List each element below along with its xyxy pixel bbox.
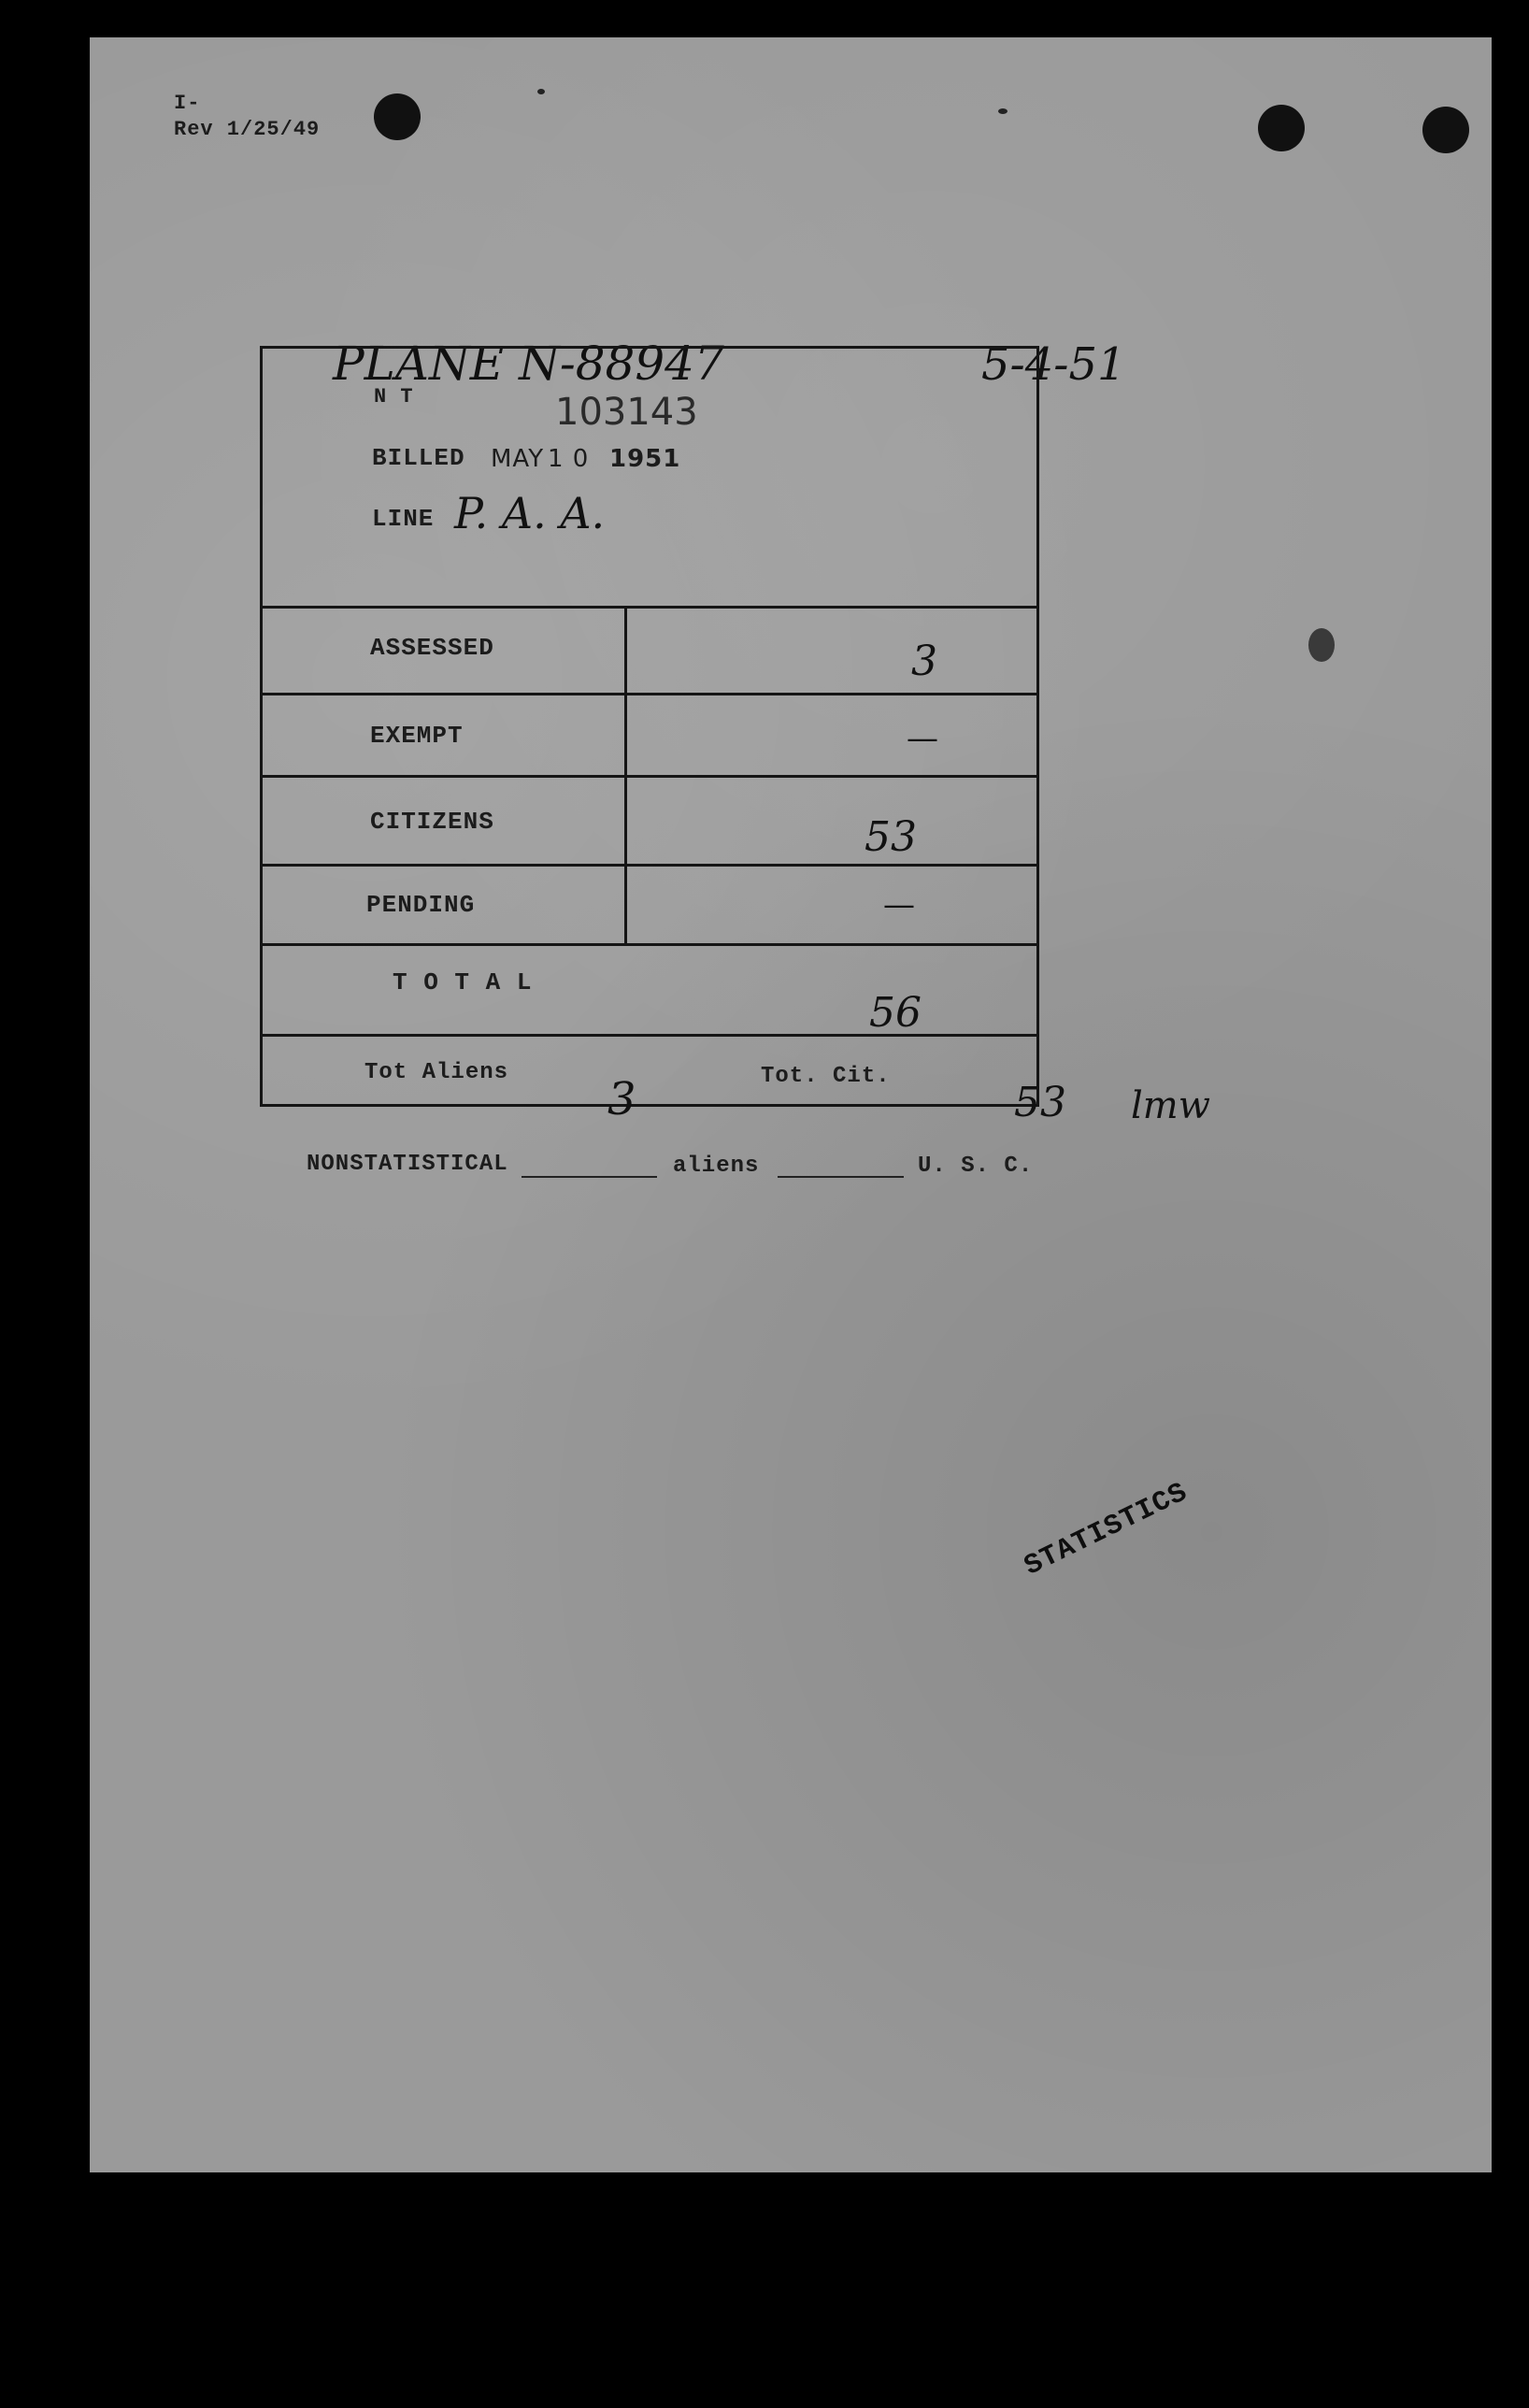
billed-date-month: MAY	[491, 445, 545, 473]
row-value-citizens: 53	[865, 813, 917, 861]
mark-speck	[1308, 628, 1335, 662]
mark-speck	[998, 108, 1007, 114]
aliens-blank	[778, 1176, 904, 1178]
form-divider	[263, 775, 1036, 778]
tot-cit-label: Tot. Cit.	[761, 1064, 891, 1089]
total-value: 56	[869, 989, 922, 1037]
nt-label: N T	[374, 385, 414, 408]
column-divider	[624, 606, 627, 946]
nonstatistical-blank	[522, 1176, 657, 1178]
usc-label: U. S. C.	[918, 1154, 1034, 1179]
row-label-assessed: ASSESSED	[370, 634, 494, 662]
punch-hole-right-1	[1258, 105, 1305, 151]
tot-aliens-label: Tot Aliens	[364, 1060, 509, 1085]
form-divider	[263, 606, 1036, 609]
row-label-pending: PENDING	[366, 891, 476, 919]
row-label-exempt: EXEMPT	[370, 722, 464, 750]
form-revision: Rev 1/25/49	[174, 118, 321, 141]
serial-number-stamp: 103143	[555, 391, 698, 434]
form-divider	[263, 864, 1036, 867]
punch-hole-left	[374, 93, 421, 140]
form-divider	[263, 693, 1036, 695]
form-number: I-	[174, 92, 201, 115]
total-label: T O T A L	[393, 968, 533, 996]
entry-date: 5-4-51	[981, 338, 1126, 391]
line-value: P. A. A.	[454, 488, 606, 538]
plane-number: PLANE N-88947	[333, 337, 724, 391]
billed-date-day: 1 0	[548, 445, 590, 473]
tot-aliens-value: 3	[607, 1073, 636, 1125]
statistics-stamp: STATISTICS	[1019, 1476, 1193, 1584]
row-label-citizens: CITIZENS	[370, 808, 494, 836]
line-label: LINE	[372, 505, 435, 533]
clerk-initials: lmw	[1131, 1084, 1210, 1127]
billed-label: BILLED	[372, 444, 465, 472]
aliens-label: aliens	[673, 1154, 760, 1179]
row-value-assessed: 3	[911, 638, 937, 685]
tot-cit-value: 53	[1014, 1079, 1066, 1126]
form-divider	[263, 943, 1036, 946]
row-value-pending: —	[883, 886, 915, 924]
mark-speck	[537, 89, 545, 94]
billed-date-year: 1951	[609, 445, 681, 473]
nonstatistical-label: NONSTATISTICAL	[307, 1152, 508, 1177]
punch-hole-right-2	[1422, 107, 1469, 153]
row-value-exempt: —	[907, 720, 938, 757]
